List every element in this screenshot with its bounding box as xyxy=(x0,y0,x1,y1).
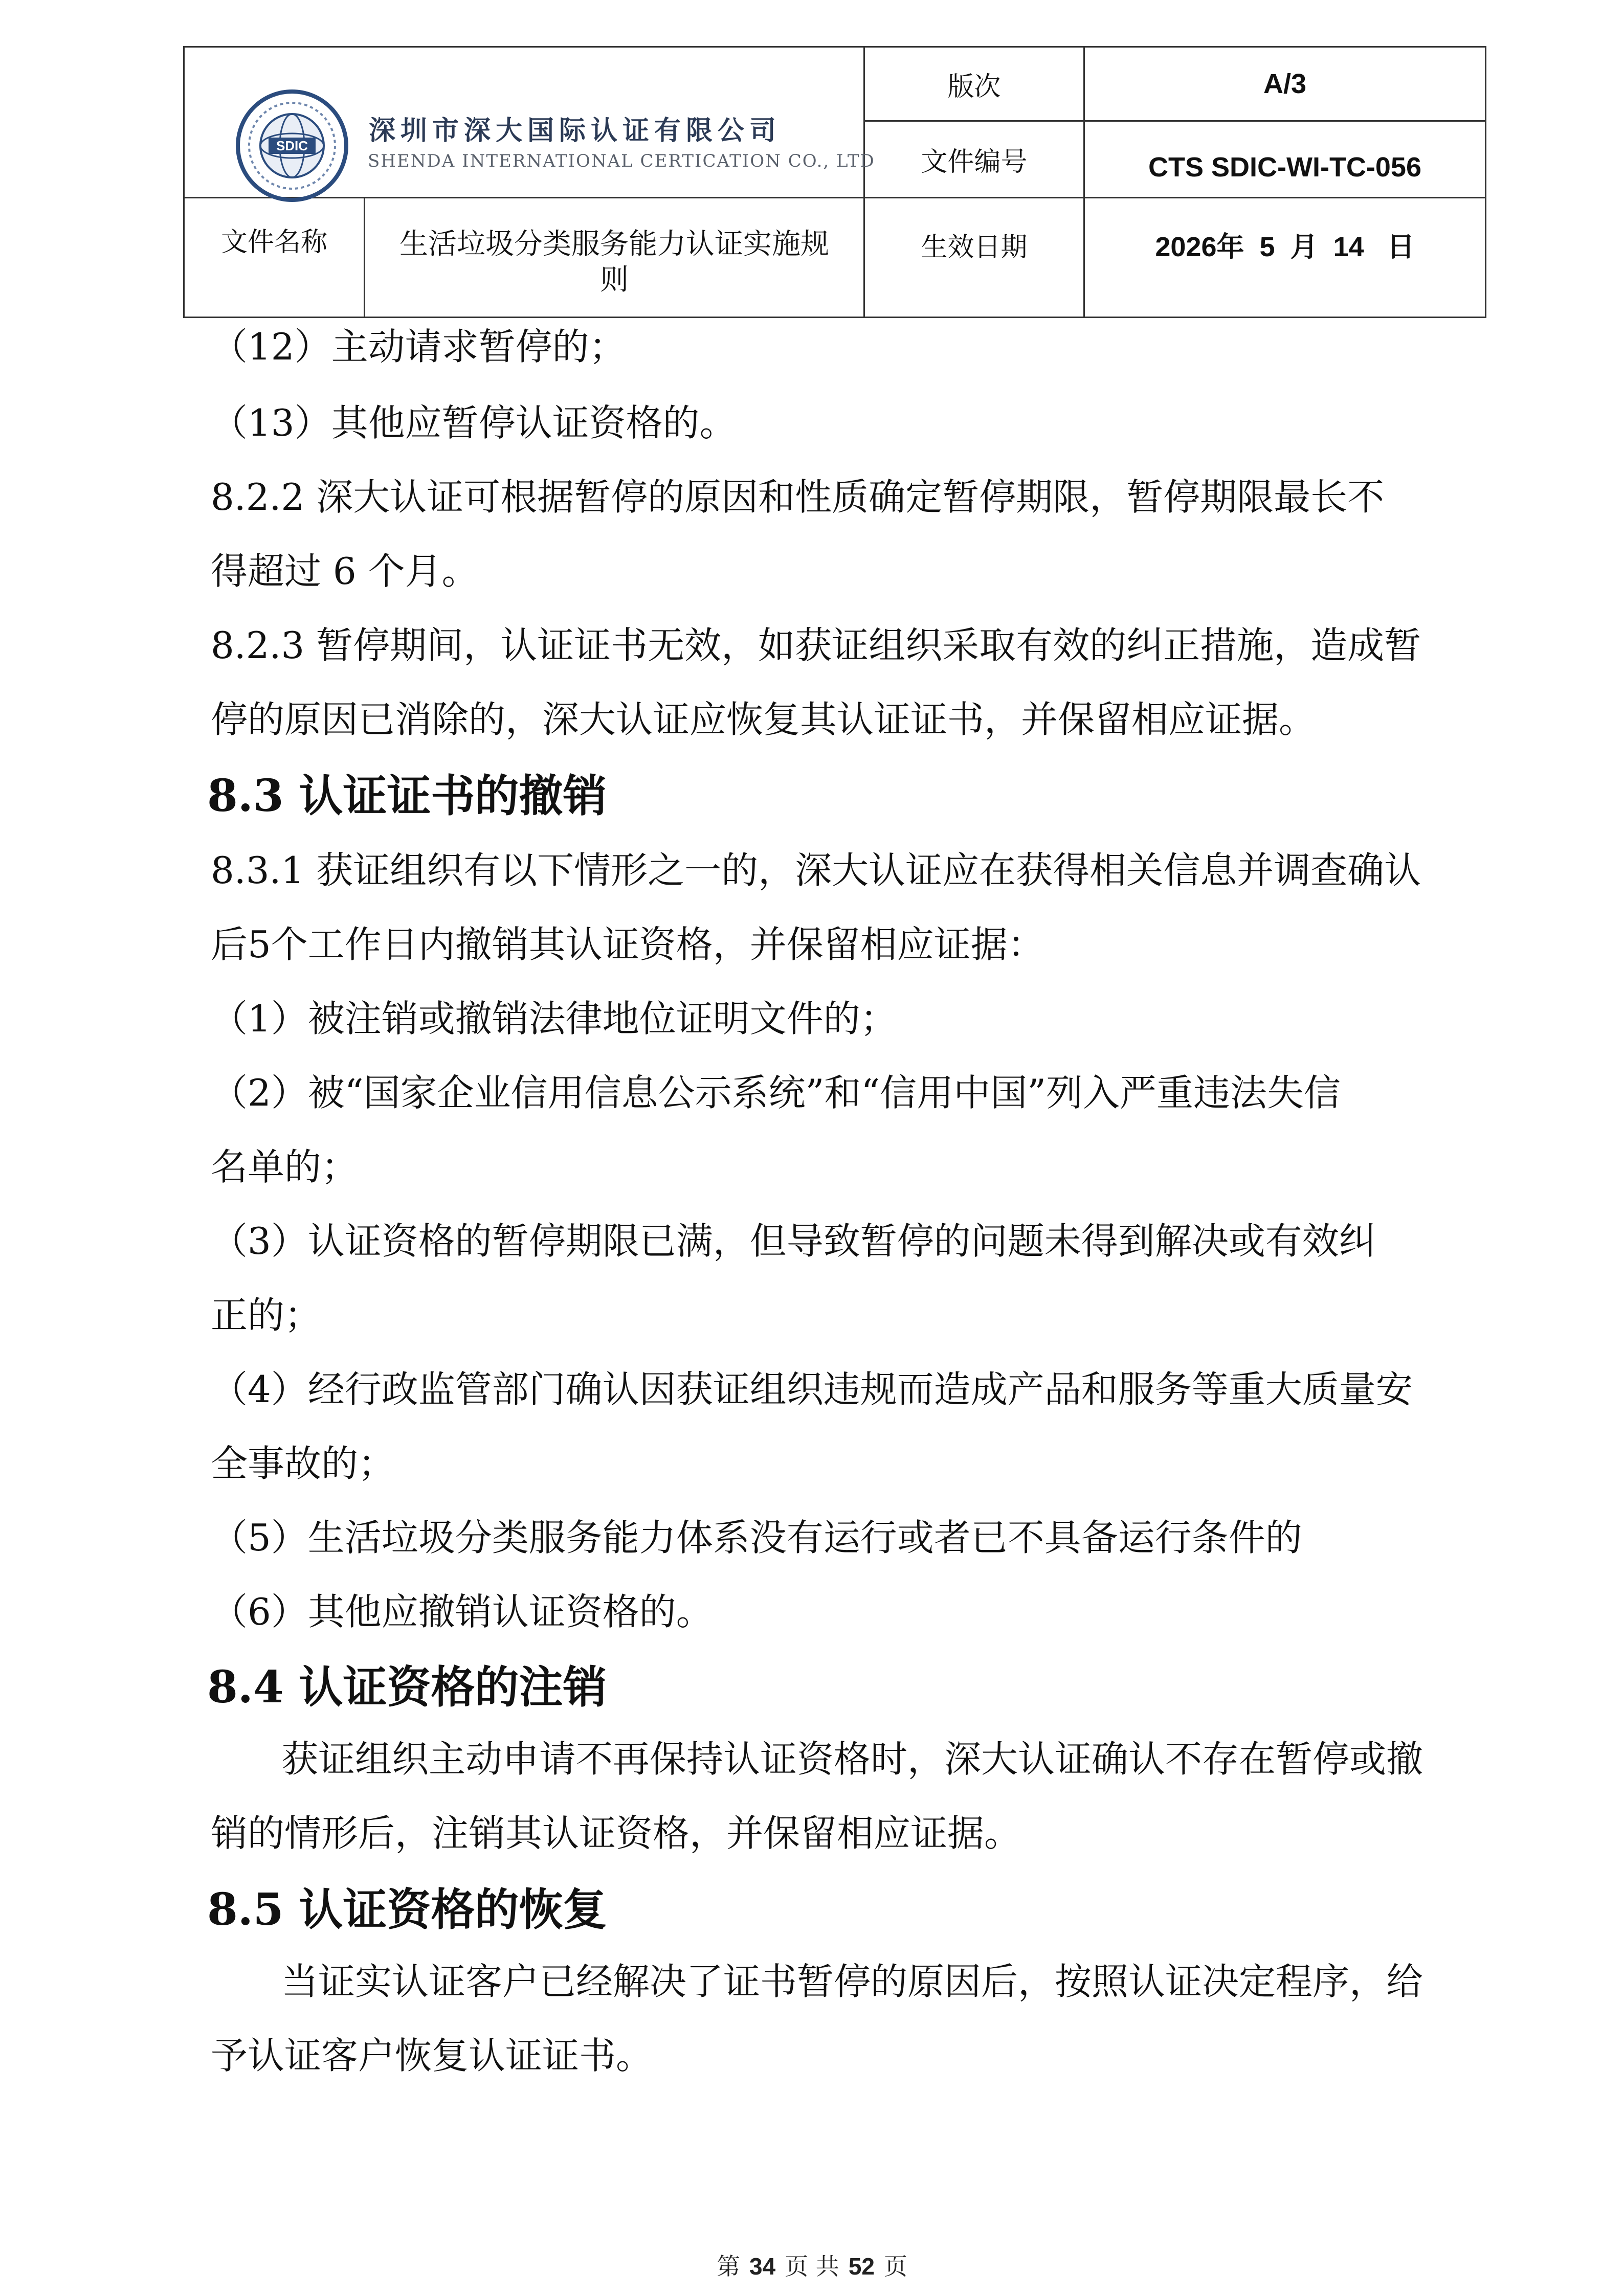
text-line: （1）被注销或撤销法律地位证明文件的； xyxy=(211,997,897,1040)
text-line: （13）其他应暂停认证资格的。 xyxy=(211,401,737,444)
section-heading-8-3: 8.3 认证证书的撤销 xyxy=(207,770,607,822)
text-line: 予认证客户恢复认证证书。 xyxy=(211,2034,653,2077)
section-heading-8-4: 8.4 认证资格的注销 xyxy=(207,1661,607,1713)
text-line: 当证实认证客户已经解决了证书暂停的原因后，按照认证决定程序，给 xyxy=(281,1960,1423,2003)
logo-text: SDIC xyxy=(276,138,308,153)
text-line: （2）被“国家企业信用信息公示系统”和“信用中国”列入严重违法失信 xyxy=(211,1071,1341,1114)
page-number: 34 xyxy=(749,2253,776,2280)
text-line: 正的； xyxy=(211,1294,322,1337)
text-line: 8.2.3 暂停期间，认证证书无效，如获证组织采取有效的纠正措施，造成暂 xyxy=(211,624,1421,667)
total-pages: 52 xyxy=(848,2253,875,2280)
footer-prefix: 第 xyxy=(717,2253,741,2280)
doc-name-label: 文件名称 xyxy=(220,227,327,258)
footer-suffix: 页 xyxy=(883,2253,907,2280)
version-label: 版次 xyxy=(947,71,1001,102)
text-line: （6）其他应撤销认证资格的。 xyxy=(211,1590,713,1633)
company-name-en: SHENDA INTERNATIONAL CERTICATION CO., LTD xyxy=(368,151,875,171)
section-heading-8-5: 8.5 认证资格的恢复 xyxy=(207,1884,607,1935)
doc-name-line-2: 则 xyxy=(600,263,629,297)
page-footer xyxy=(0,2248,1624,2282)
doc-number-label: 文件编号 xyxy=(921,147,1028,177)
text-line: （12）主动请求暂停的； xyxy=(211,325,626,368)
text-line: 得超过 6 个月。 xyxy=(211,550,479,593)
text-line: 停的原因已消除的，深大认证应恢复其认证证书，并保留相应证据。 xyxy=(211,698,1316,741)
text-line: （3）认证资格的暂停期限已满，但导致暂停的问题未得到解决或有效纠 xyxy=(211,1220,1376,1263)
text-line: 后5个工作日内撤销其认证资格，并保留相应证据： xyxy=(211,923,1044,966)
document-header-table xyxy=(183,46,1486,318)
company-name-cn: 深圳市深大国际认证有限公司 xyxy=(369,116,782,146)
footer-mid: 页 共 xyxy=(785,2253,839,2280)
version-value: A/3 xyxy=(1263,69,1307,99)
doc-number-value: CTS SDIC-WI-TC-056 xyxy=(1148,151,1421,183)
text-line: （5）生活垃圾分类服务能力体系没有运行或者已不具备运行条件的 xyxy=(211,1516,1302,1559)
effective-date-value: 2026年 5 月 14 日 xyxy=(1155,231,1415,262)
text-line: 8.3.1 获证组织有以下情形之一的，深大认证应在获得相关信息并调查确认 xyxy=(211,849,1421,892)
text-line: 8.2.2 深大认证可根据暂停的原因和性质确定暂停期限，暂停期限最长不 xyxy=(211,476,1385,519)
text-line: 名单的； xyxy=(211,1145,359,1188)
effective-date-label: 生效日期 xyxy=(921,232,1028,263)
text-line: 全事故的； xyxy=(211,1442,395,1485)
doc-name-value xyxy=(365,211,863,313)
text-line: 获证组织主动申请不再保持认证资格时，深大认证确认不存在暂停或撤 xyxy=(281,1738,1423,1781)
doc-name-line-1: 生活垃圾分类服务能力认证实施规 xyxy=(399,228,829,261)
text-line: （4）经行政监管部门确认因获证组织违规而造成产品和服务等重大质量安 xyxy=(211,1368,1413,1411)
company-logo xyxy=(231,84,875,207)
sdic-seal-icon xyxy=(231,84,353,207)
text-line: 销的情形后，注销其认证资格，并保留相应证据。 xyxy=(211,1812,1021,1855)
